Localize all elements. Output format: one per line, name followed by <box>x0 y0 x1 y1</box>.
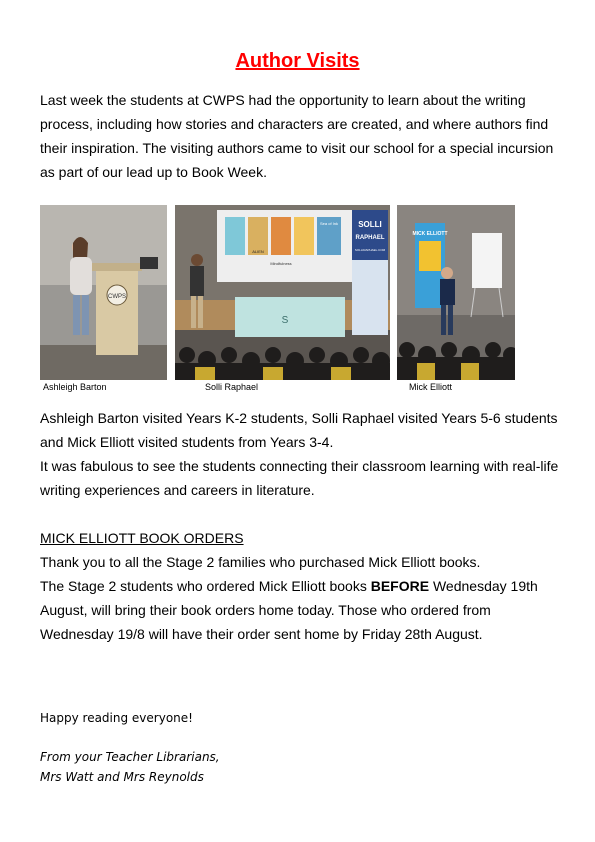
signoff-greeting: Happy reading everyone! <box>40 711 193 725</box>
caption-solli-raphael: Solli Raphael <box>205 382 259 392</box>
banner-text: MICK ELLIOTT <box>412 231 448 237</box>
orders-heading: MICK ELLIOTT BOOK ORDERS <box>40 530 244 546</box>
orders-detail-end: Wednesday 19th August, will bring their book orders home today. Those who ordered from Wednesday 19/8 will have their order sent home by Friday 28th August. <box>40 578 538 642</box>
svg-text:Ѕ: Ѕ <box>281 315 289 326</box>
banner-url: SOLLIRAPHAEL.COM <box>354 248 386 252</box>
page-title: Author Visits <box>235 50 360 72</box>
caption-mick-elliott: Mick Elliott <box>409 382 453 392</box>
photo-solli-raphael <box>175 205 390 380</box>
banner-first-name: SOLLI <box>358 220 382 229</box>
fabulous-paragraph: It was fabulous to see the students connecting their classroom learning with real-life writing experiences and careers in literature. <box>40 458 559 498</box>
signoff-names: Mrs Watt and Mrs Reynolds <box>40 770 204 784</box>
orders-detail <box>40 574 560 646</box>
visits-paragraph: Ashleigh Barton visited Years K-2 students, Solli Raphael visited Years 5-6 students and Mick Elliott visited students from Years 3-4. <box>40 410 558 450</box>
orders-detail-bold: BEFORE <box>370 578 430 594</box>
caption-ashleigh-barton: Ashleigh Barton <box>43 382 107 392</box>
book-cover-text: ALIEN <box>252 249 264 254</box>
book-title-text: Mindfulness <box>270 261 292 266</box>
banner-last-name: RAPHAEL <box>355 235 385 241</box>
photo-ashleigh-barton <box>40 205 167 380</box>
podium-text: CWPS <box>108 294 126 300</box>
signoff-from: From your Teacher Librarians, <box>40 750 220 764</box>
intro-paragraph: Last week the students at CWPS had the opportunity to learn about the writing process, including how stories and characters are created, and where authors find their inspiration. The visiting authors came to visit our school for a special incursion as part of our lead up to Book Week. <box>40 92 554 180</box>
photo-mick-elliott <box>397 205 515 380</box>
orders-detail-start: The Stage 2 students who ordered Mick Elliott books <box>40 578 371 594</box>
orders-thanks: Thank you to all the Stage 2 families who purchased Mick Elliott books. <box>40 554 481 570</box>
book-spine-text: Sea of Ink <box>319 221 339 226</box>
